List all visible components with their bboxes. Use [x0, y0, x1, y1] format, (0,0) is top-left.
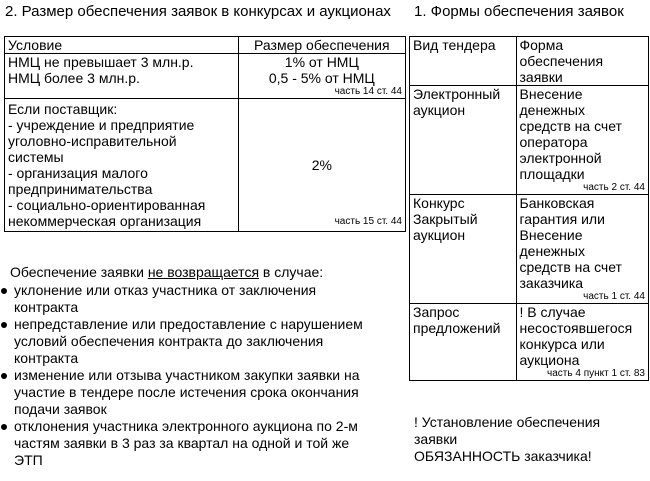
- tender-type-line: Закрытый: [413, 211, 478, 227]
- bullet-icon: [1, 373, 7, 379]
- security-form-cell: [516, 195, 649, 304]
- list-item: [0, 418, 405, 469]
- bid-security-forms-table: [409, 36, 649, 381]
- condition-line: уголовно-исправительной: [8, 133, 177, 149]
- right-heading: 1. Формы обеспечения заявок: [414, 3, 624, 20]
- size-cell: [238, 99, 405, 232]
- column-header-tender-type: Вид тендера: [410, 37, 517, 86]
- list-item-line: непредставление или предоставление с нарушением: [14, 316, 363, 332]
- law-reference: часть 14 ст. 44: [334, 86, 402, 97]
- table-row: [410, 195, 649, 304]
- note-line: ! Установление обеспечения: [414, 414, 601, 430]
- header-line: обеспечения: [519, 53, 604, 69]
- condition-cell: [5, 99, 239, 232]
- tender-type-line: Электронный: [413, 86, 501, 102]
- list-item-line: уклонение или отказ участника от заключения: [14, 282, 317, 298]
- left-heading: 2. Размер обеспечения заявок в конкурсах и аукционах: [5, 3, 391, 20]
- form-line: Внесение: [519, 227, 583, 243]
- list-item-line: ЭТП: [14, 452, 43, 468]
- form-line: ! В случае: [519, 304, 586, 320]
- form-line: денежных: [519, 102, 585, 118]
- tender-type-line: аукцион: [413, 102, 466, 118]
- column-header-size: Размер обеспечения: [238, 37, 405, 54]
- condition-line: - организация малого: [8, 165, 148, 181]
- law-reference: часть 15 ст. 44: [334, 216, 402, 227]
- tender-type-line: Конкурс: [413, 195, 465, 211]
- condition-line: - социально-ориентированная: [8, 197, 206, 213]
- bullet-icon: [1, 288, 7, 294]
- header-line: заявки: [519, 69, 563, 85]
- list-item-line: изменение или отзыва участником закупки заявки на: [14, 367, 360, 383]
- form-line: несостоявшегося: [519, 320, 633, 336]
- intro-text: в случае:: [259, 264, 324, 280]
- form-line: денежных: [519, 243, 585, 259]
- security-form-cell: [516, 86, 649, 195]
- list-item-line: подачи заявок: [14, 401, 107, 417]
- form-line: Внесение: [519, 86, 583, 102]
- note-line: заявки: [414, 431, 458, 447]
- column-header-condition: Условие: [5, 37, 239, 54]
- form-line: электронной: [519, 150, 602, 166]
- law-reference: часть 4 пункт 1 ст. 83: [547, 368, 645, 379]
- size-line: 0,5 - 5% от НМЦ: [268, 70, 375, 86]
- form-line: заказчика: [519, 275, 584, 291]
- condition-line: некоммерческая организация: [8, 213, 202, 229]
- table-header-row: [410, 37, 649, 86]
- form-line: оператора: [519, 134, 588, 150]
- condition-line: - учреждение и предприятие: [8, 117, 195, 133]
- condition-cell: [5, 54, 239, 99]
- obligation-note: [414, 414, 600, 465]
- header-line: Форма: [519, 37, 564, 53]
- list-item-line: отклонения участника электронного аукциона по 2-м: [14, 418, 358, 434]
- non-return-list: [0, 282, 405, 469]
- form-line: конкурса или: [519, 336, 605, 352]
- tender-type-line: Запрос: [413, 304, 460, 320]
- law-reference: часть 2 ст. 44: [583, 182, 645, 193]
- bullet-icon: [1, 424, 7, 430]
- list-item-line: контракта: [14, 299, 79, 315]
- table-row: [5, 99, 406, 232]
- size-line: 1% от НМЦ: [284, 54, 359, 70]
- non-return-intro: [10, 264, 323, 280]
- list-item-line: условий обеспечения контракта до заключения: [14, 333, 324, 349]
- condition-line: НМЦ более 3 млн.р.: [8, 70, 140, 86]
- column-header-form: [516, 37, 649, 86]
- form-line: площадки: [519, 166, 585, 182]
- size-value: 2%: [311, 157, 332, 173]
- size-cell: [238, 54, 405, 99]
- list-item-line: частям заявки в 3 раз за квартал на одной и той же: [14, 435, 350, 451]
- intro-text: Обеспечение заявки: [10, 264, 148, 280]
- table-row: [410, 304, 649, 381]
- note-line: ОБЯЗАННОСТЬ заказчика!: [414, 448, 592, 464]
- condition-line: Если поставщик:: [8, 101, 118, 117]
- tender-type-cell: [410, 195, 517, 304]
- list-item: [0, 367, 405, 418]
- form-line: Банковская: [519, 195, 595, 211]
- tender-type-line: аукцион: [413, 227, 466, 243]
- form-line: средств на счет: [519, 259, 622, 275]
- law-reference: часть 1 ст. 44: [583, 291, 645, 302]
- tender-type-line: предложений: [413, 320, 501, 336]
- tender-type-cell: [410, 86, 517, 195]
- condition-line: НМЦ не превышает 3 млн.р.: [8, 54, 194, 70]
- list-item: [0, 316, 405, 367]
- list-item-line: участие в тендере после истечения срока окончания: [14, 384, 359, 400]
- intro-emphasis: не возвращается: [147, 264, 260, 280]
- list-item-line: контракта: [14, 350, 79, 366]
- table-row: [410, 86, 649, 195]
- list-item: [0, 282, 405, 316]
- bullet-icon: [1, 322, 7, 328]
- condition-line: системы: [8, 149, 64, 165]
- condition-line: предпринимательства: [8, 181, 153, 197]
- tender-type-cell: [410, 304, 517, 381]
- bid-security-size-table: [4, 36, 406, 232]
- form-line: гарантия или: [519, 211, 605, 227]
- security-form-cell: [516, 304, 649, 381]
- table-row: [5, 54, 406, 99]
- form-line: средств на счет: [519, 118, 622, 134]
- table-header-row: [5, 37, 406, 54]
- form-line: аукциона: [519, 352, 580, 368]
